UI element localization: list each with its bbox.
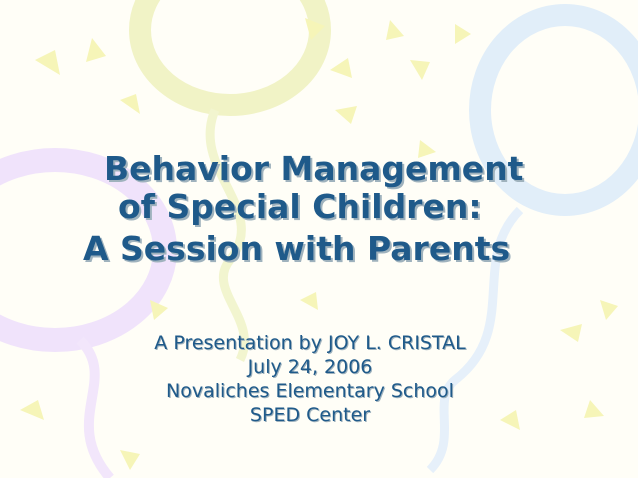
presenter-line: A Presentation by JOY L. CRISTAL [154, 332, 466, 354]
confetti-piece [86, 38, 106, 62]
confetti-piece [120, 94, 140, 114]
title-line-2: of Special Children: [118, 187, 482, 226]
confetti-piece [455, 24, 471, 44]
confetti-piece [335, 106, 357, 124]
confetti-piece [120, 450, 140, 470]
yellow-balloon-outline [140, 0, 320, 105]
slide-subtitle [0, 331, 620, 427]
school-line: Novaliches Elementary School [166, 380, 454, 402]
confetti-piece [330, 58, 352, 78]
date-line: July 24, 2006 [247, 356, 373, 378]
confetti-piece [300, 292, 318, 310]
confetti-piece [386, 20, 404, 40]
confetti-piece [35, 50, 60, 75]
title-line-3: A Session with Parents [83, 229, 511, 268]
title-line-1: Behavior Management [104, 149, 524, 188]
confetti-piece [600, 300, 618, 320]
center-line: SPED Center [249, 404, 371, 426]
confetti-piece [410, 60, 430, 80]
